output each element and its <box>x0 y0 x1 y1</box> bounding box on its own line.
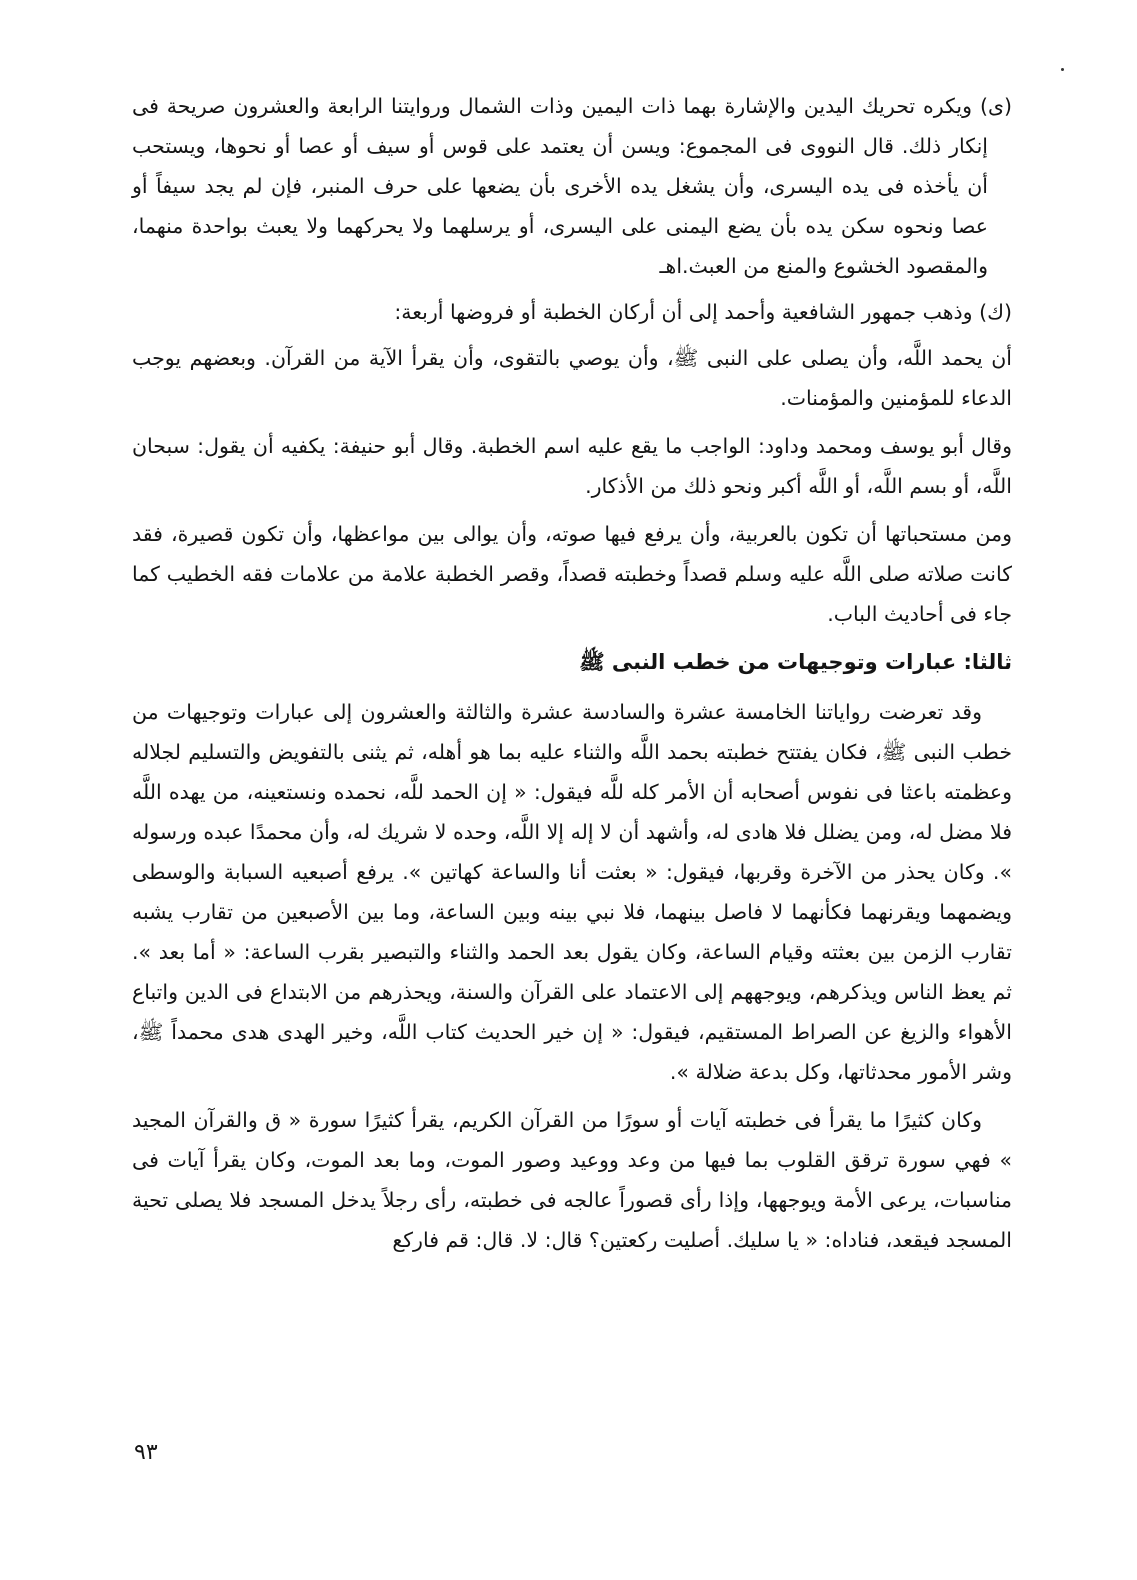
page-content <box>132 86 1012 1536</box>
item-marker: (ى) <box>979 94 1012 118</box>
list-item <box>132 292 1012 332</box>
paragraph: أن يحمد اللَّه، وأن يصلى على النبى ﷺ، وأن يوصي بالتقوى، وأن يقرأ الآية من القرآن. وبعضهم يوجب الدعاء للمؤمنين والمؤمنات. <box>132 346 1012 410</box>
paragraph: ومن مستحباتها أن تكون بالعربية، وأن يرفع فيها صوته، وأن يوالى بين مواعظها، وأن تكون قصيرة، فقد كانت صلاته صلى اللَّه عليه وسلم قصداً وخطبته قصداً، وقصر الخطبة علامة من علامات فقه الخطيب كما جاء فى أحاديث الباب. <box>132 522 1012 626</box>
item-text: ويكره تحريك اليدين والإشارة بهما ذات اليمين وذات الشمال وروايتنا الرابعة والعشرون صريحة فى إنكار ذلك. قال النووى فى المجموع: ويسن أن يعتمد على قوس أو سيف أو عصا أو نحوها، ويستحب أن يأخذه فى يده اليسرى، وأن يشغل يده الأخرى بأن يضعها على حرف المنبر، فإن لم يجد سيفاً أو عصا ونحوه سكن يده بأن يضع اليمنى على اليسرى، أو يرسلهما ولا يحركهما ولا يعبث بواحدة منهما، والمقصود الخشوع والمنع من العبث.اهـ <box>132 94 988 278</box>
page-number: ٩٣ <box>134 1440 158 1465</box>
item-marker: (ك) <box>979 300 1012 324</box>
paragraph: وكان كثيرًا ما يقرأ فى خطبته آيات أو سورًا من القرآن الكريم، يقرأ كثيرًا سورة « ق والقرآن المجيد » فهي سورة ترقق القلوب بما فيها من وعد ووعيد وصور الموت، وما بعد الموت، وكان يقرأ آيات فى مناسبات، يرعى الأمة ويوجهها، وإذا رأى قصوراً عالجه فى خطبته، رأى رجلاً يدخل المسجد فلا يصلى تحية المسجد فيقعد، فناداه: « يا سليك. أصليت ركعتين؟ قال: لا. قال: قم فاركع <box>132 1108 1012 1252</box>
list-item <box>132 86 1012 286</box>
paragraph: وقال أبو يوسف ومحمد وداود: الواجب ما يقع عليه اسم الخطبة. وقال أبو حنيفة: يكفيه أن يقول: سبحان اللَّه، أو بسم اللَّه، أو اللَّه أكبر ونحو ذلك من الأذكار. <box>132 434 1012 498</box>
scan-speck <box>1061 68 1064 71</box>
item-text: وذهب جمهور الشافعية وأحمد إلى أن أركان الخطبة أو فروضها أربعة: <box>394 300 973 324</box>
section-heading: ثالثا: عبارات وتوجيهات من خطب النبى ﷺ <box>579 650 1012 674</box>
paragraph: وقد تعرضت رواياتنا الخامسة عشرة والسادسة عشرة والثالثة والعشرون إلى عبارات وتوجيهات من خطب النبى ﷺ، فكان يفتتح خطبته بحمد اللَّه والثناء عليه بما هو أهله، ثم يثنى بالتفويض والتسليم لجلاله وعظمته باعثا فى نفوس أصحابه أن الأمر كله للَّه فيقول: « إن الحمد للَّه، نحمده ونستعينه، من يهده اللَّه فلا مضل له، ومن يضلل فلا هادى له، وأشهد أن لا إله إلا اللَّه، وحده لا شريك له، وأن محمدًا عبده ورسوله ». وكان يحذر من الآخرة وقربها، فيقول: « بعثت أنا والساعة كهاتين ». يرفع أصبعيه السبابة والوسطى ويضمهما ويقرنهما فكأنهما لا فاصل بينهما، فلا نبي بينه وبين الساعة، وما بين الأصبعين من تقارب يشبه تقارب الزمن بين بعثته وقيام الساعة، وكان يقول بعد الحمد والثناء والتبصير بقرب الساعة: « أما بعد ». ثم يعظ الناس ويذكرهم، ويوجههم إلى الاعتماد على القرآن والسنة، ويحذرهم من الابتداع فى الدين واتباع الأهواء والزيغ عن الصراط المستقيم، فيقول: « إن خير الحديث كتاب اللَّه، وخير الهدى هدى محمداً ﷺ، وشر الأمور محدثاتها، وكل بدعة ضلالة ». <box>132 700 1012 1084</box>
